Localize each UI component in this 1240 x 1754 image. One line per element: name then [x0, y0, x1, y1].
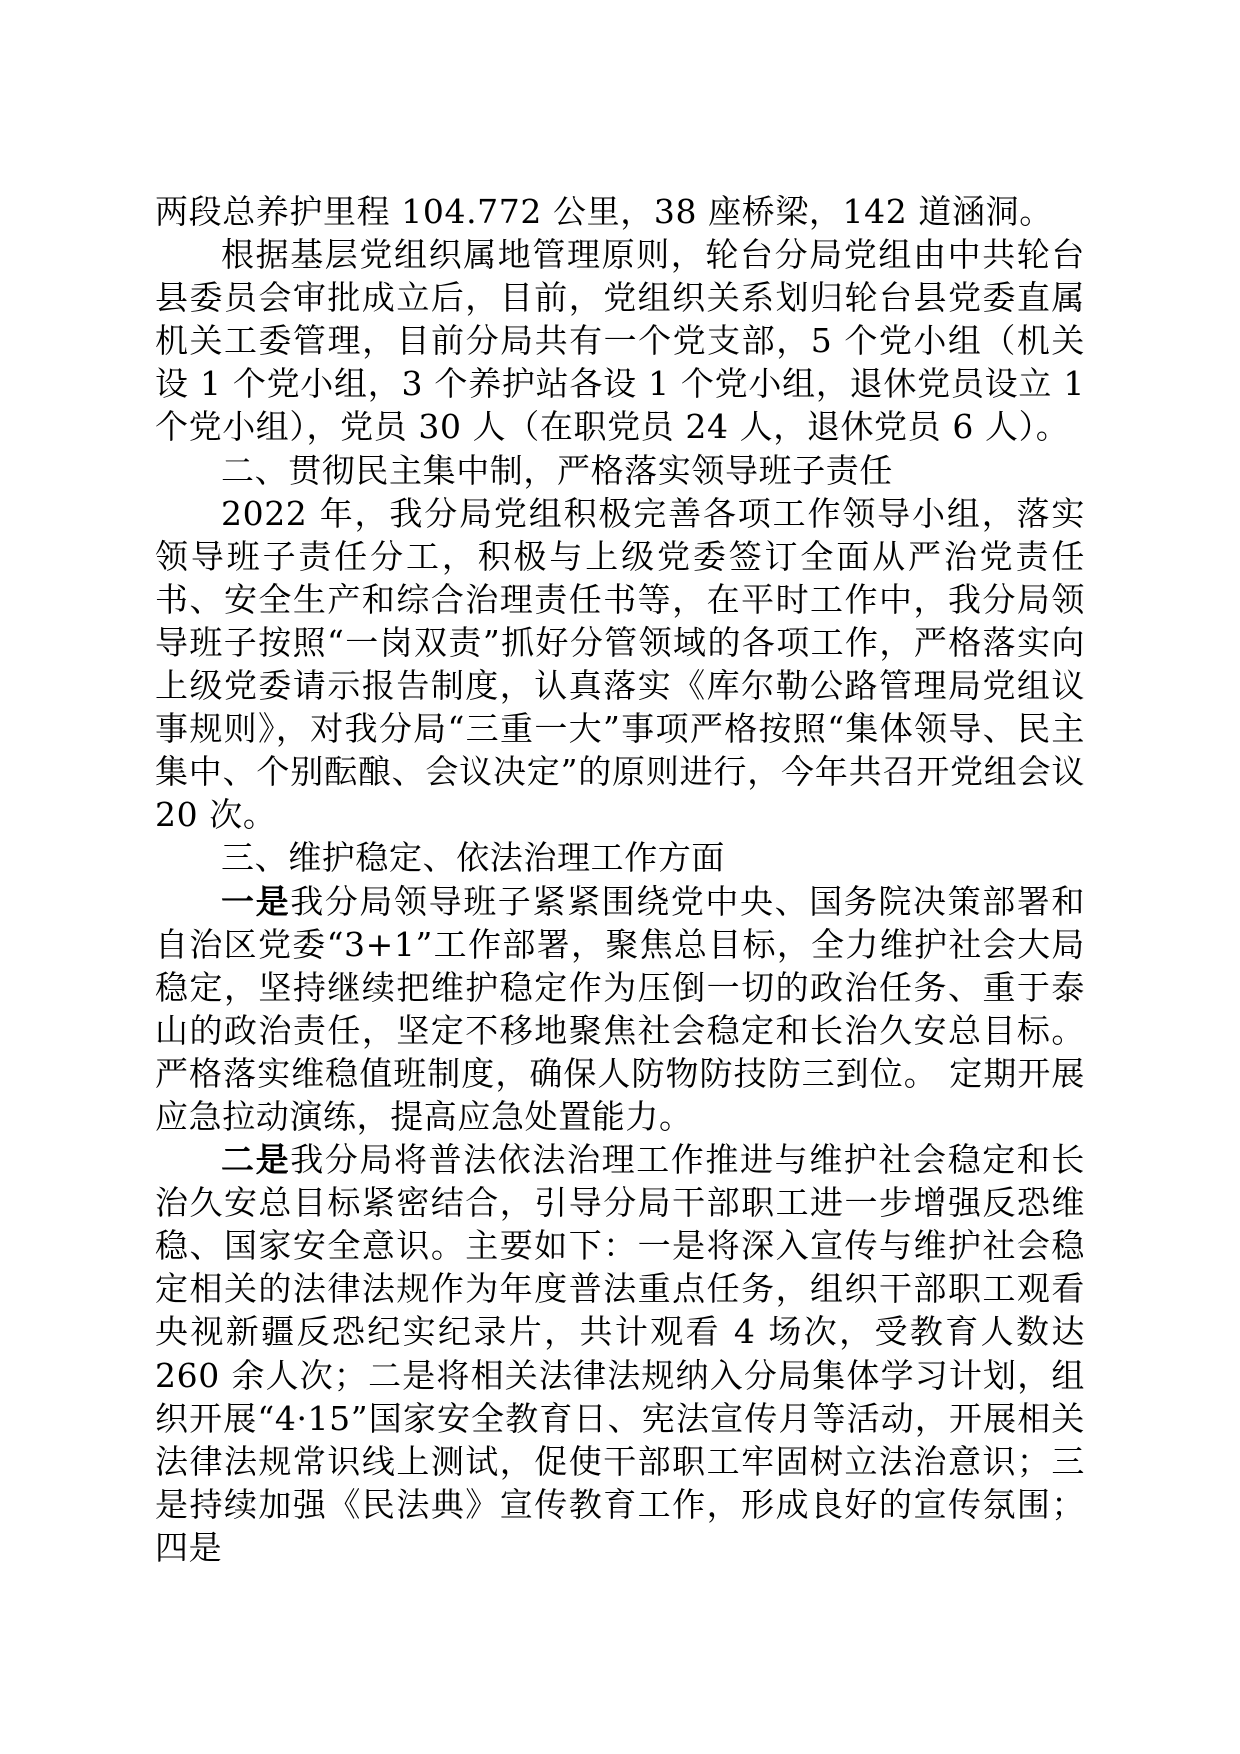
paragraph-legal-governance-second	[155, 1138, 1085, 1569]
heading-text: 三、维护稳定、依法治理工作方面	[221, 838, 725, 878]
paragraph-leadership-responsibility	[155, 492, 1085, 837]
paragraph-party-organization	[155, 233, 1085, 448]
paragraph-stability-first	[155, 880, 1085, 1139]
document-body	[155, 190, 1085, 1569]
paragraph-text: 我分局将普法依法治理工作推进与维护社会稳定和长治久安总目标紧密结合，引导分局干部职工进一步增强反恐维稳、国家安全意识。主要如下：一是将深入宣传与维护社会稳定相关的法律法规作为年度普法重点任务，组织干部职工观看央视新疆反恐纪实纪录片，共计观看 4 场次，受教育人数达 260 余人次；二是将相关法律法规纳入分局集体学习计划，组织开展“4·15”国家安全教育日、宪法宣传月等活动，开展相关法律法规常识线上测试，促使干部职工牢固树立法治意识；三是持续加强《民法典》宣传教育工作，形成良好的宣传氛围；四是	[155, 1140, 1085, 1567]
paragraph-road-mileage	[155, 190, 1085, 233]
paragraph-text: 2022 年，我分局党组积极完善各项工作领导小组，落实领导班子责任分工，积极与上级党委签订全面从严治党责任书、安全生产和综合治理责任书等，在平时工作中，我分局领导班子按照“一岗双责”抓好分管领域的各项工作，严格落实向上级党委请示报告制度，认真落实《库尔勒公路管理局党组议事规则》，对我分局“三重一大”事项严格按照“集体领导、民主集中、个别酝酿、会议决定”的原则进行，今年共召开党组会议 20 次。	[155, 493, 1085, 835]
paragraph-text: 两段总养护里程 104.772 公里，38 座桥梁，142 道涵洞。	[155, 192, 1053, 231]
section-heading-2	[155, 449, 1085, 492]
heading-text: 二、贯彻民主集中制，严格落实领导班子责任	[221, 450, 893, 490]
paragraph-lead: 一是	[221, 881, 291, 921]
paragraph-lead: 二是	[221, 1140, 291, 1180]
paragraph-text: 我分局领导班子紧紧围绕党中央、国务院决策部署和自治区党委“3+1”工作部署，聚焦总目标，全力维护社会大局稳定，坚持继续把维护稳定作为压倒一切的政治任务、重于泰山的政治责任，坚定不移地聚焦社会稳定和长治久安总目标。 严格落实维稳值班制度，确保人防物防技防三到位。 定期开展应急拉动演练，提高应急处置能力。	[155, 881, 1085, 1136]
paragraph-text: 根据基层党组织属地管理原则，轮台分局党组由中共轮台县委员会审批成立后，目前，党组织关系划归轮台县党委直属机关工委管理，目前分局共有一个党支部，5 个党小组（机关设 1 个党小组，3 个养护站各设 1 个党小组，退休党员设立 1 个党小组），党员 30 人（在职党员 24 人，退休党员 6 人）。	[155, 235, 1085, 447]
section-heading-3	[155, 836, 1085, 879]
